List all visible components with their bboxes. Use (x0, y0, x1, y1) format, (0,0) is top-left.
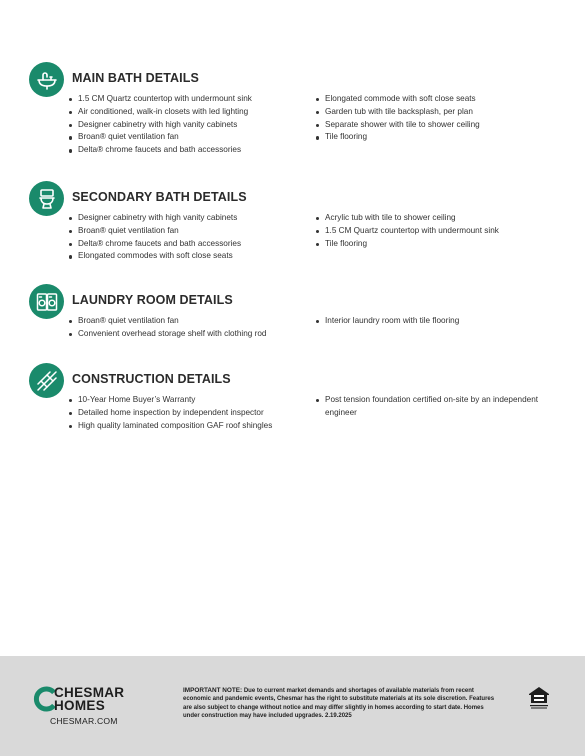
list-item: Broan® quiet ventilation fan (68, 315, 303, 328)
left-list (68, 93, 303, 157)
list-item: 10-Year Home Buyer’s Warranty (68, 394, 303, 407)
left-list (68, 212, 303, 263)
footer (0, 656, 585, 756)
toilet-icon (29, 181, 64, 216)
section-title: CONSTRUCTION DETAILS (72, 372, 231, 386)
list-item: Acrylic tub with tile to shower ceiling (315, 212, 555, 225)
chesmar-logo[interactable] (33, 686, 143, 726)
list-item: Delta® chrome faucets and bath accessories (68, 144, 303, 157)
right-list (315, 93, 555, 144)
left-list (68, 315, 303, 341)
list-item: Designer cabinetry with high vanity cabinets (68, 212, 303, 225)
list-item: High quality laminated composition GAF roof shingles (68, 420, 303, 433)
list-item: Garden tub with tile backsplash, per plan (315, 106, 555, 119)
washer-dryer-icon (29, 284, 64, 319)
section-laundry-room (29, 284, 559, 349)
brick-wall-icon (29, 363, 64, 398)
logo-line1: CHESMAR (54, 685, 125, 700)
website-link[interactable]: CHESMAR.COM (50, 716, 118, 726)
list-item: Interior laundry room with tile flooring (315, 315, 555, 328)
list-item: Designer cabinetry with high vanity cabinets (68, 119, 303, 132)
list-item: Delta® chrome faucets and bath accessories (68, 238, 303, 251)
section-main-bath (29, 62, 559, 172)
list-item: Post tension foundation certified on-site by an independent engineer (315, 394, 555, 420)
section-construction (29, 363, 559, 443)
list-item: Detailed home inspection by independent inspector (68, 407, 303, 420)
list-item: Broan® quiet ventilation fan (68, 131, 303, 144)
equal-housing-opportunity-icon (528, 686, 550, 710)
list-item: Elongated commodes with soft close seats (68, 250, 303, 263)
list-item: 1.5 CM Quartz countertop with undermount sink (315, 225, 555, 238)
logo-line2: HOMES (54, 698, 106, 713)
list-item: Separate shower with tile to shower ceiling (315, 119, 555, 132)
right-list (315, 212, 555, 250)
left-list (68, 394, 303, 432)
list-item: Tile flooring (315, 131, 555, 144)
list-item: Convenient overhead storage shelf with clothing rod (68, 328, 303, 341)
important-note (183, 687, 501, 721)
list-item: Broan® quiet ventilation fan (68, 225, 303, 238)
list-item: Elongated commode with soft close seats (315, 93, 555, 106)
right-list (315, 315, 555, 328)
section-title: LAUNDRY ROOM DETAILS (72, 293, 233, 307)
section-title: MAIN BATH DETAILS (72, 71, 199, 85)
list-item: Tile flooring (315, 238, 555, 251)
list-item: 1.5 CM Quartz countertop with undermount sink (68, 93, 303, 106)
right-list (315, 394, 555, 420)
section-title: SECONDARY BATH DETAILS (72, 190, 247, 204)
note-label: IMPORTANT NOTE: (183, 687, 243, 694)
list-item: Air conditioned, walk-in closets with led lighting (68, 106, 303, 119)
section-secondary-bath (29, 181, 559, 271)
note-text: Due to current market demands and shortages of available materials from recent economic and pandemic events, Chesmar has the right to substitute materials at its sole discretion. Features are also subject to change without notice and may differ slightly in homes according to start date. Homes under construction may have included upgrades. 2.19.2025 (183, 688, 495, 720)
sink-faucet-icon (29, 62, 64, 97)
